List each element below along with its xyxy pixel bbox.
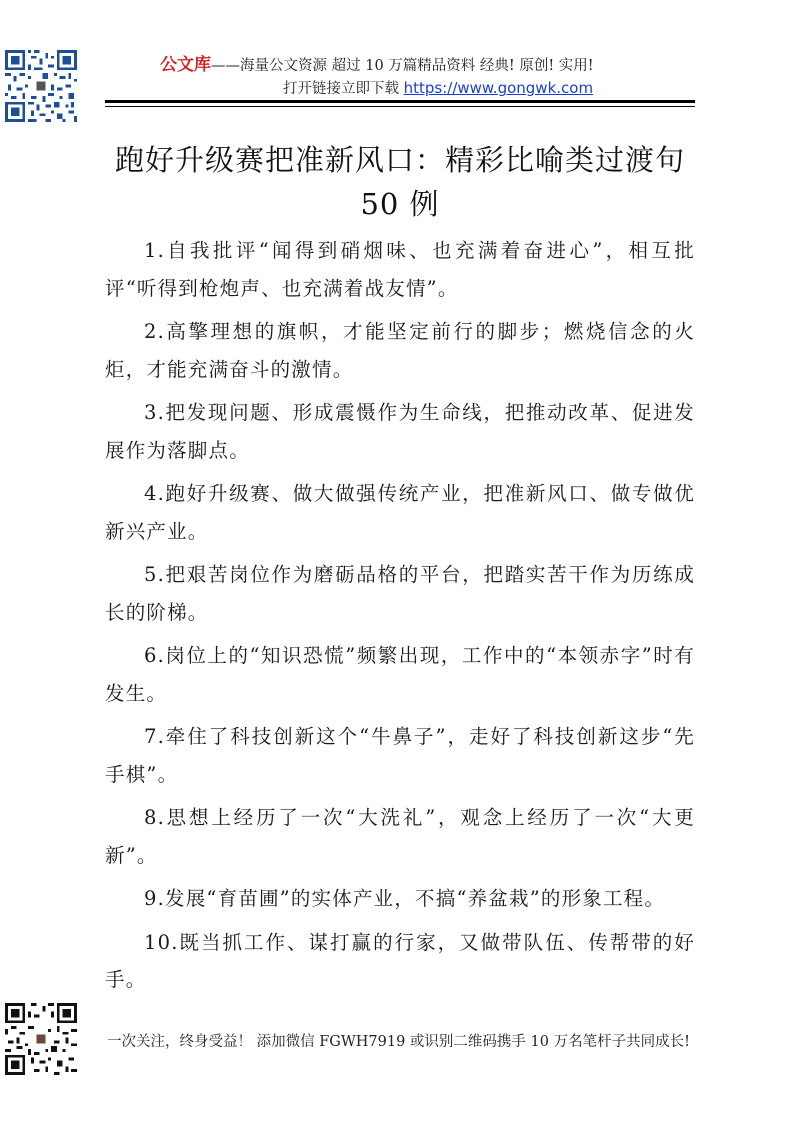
list-item: 10.既当抓工作、谋打赢的行家，又做带队伍、传帮带的好手。 [105,930,695,991]
list-item: 9.发展“育苗圃”的实体产业，不搞“养盆栽”的形象工程。 [144,887,666,910]
list-item: 8.思想上经历了一次“大洗礼”，观念上经历了一次“大更新”。 [105,806,695,867]
qr-code-bottom [5,1003,77,1075]
header-slogan-line [160,50,594,75]
list-item: 2.高擎理想的旗帜，才能坚定前行的脚步；燃烧信念的火炬，才能充满奋斗的激情。 [105,320,695,381]
list-item: 4.跑好升级赛、做大做强传统产业，把准新风口、做专做优新兴产业。 [105,482,695,543]
list-item: 5.把艰苦岗位作为磨砺品格的平台，把踏实苦干作为历练成长的阶梯。 [105,563,695,624]
list-item: 6.岗位上的“知识恐慌”频繁出现，工作中的“本领赤字”时有发生。 [105,644,695,705]
list-item: 1.自我批评“闻得到硝烟味、也充满着奋进心”，相互批评“听得到枪炮声、也充满着战友情”。 [105,239,695,300]
header-rule-thick [105,100,695,103]
sentence-list [105,232,695,1005]
header-download-line [283,77,593,98]
footer-note: 一次关注，终身受益！ 添加微信 FGWH7919 或识别二维码携手 10 万名笔杆子共同成长! [107,1034,690,1050]
header-slogan: ——海量公文资源 超过 10 万篇精品资料 经典! 原创! 实用! [211,58,594,74]
list-item: 3.把发现问题、形成震慑作为生命线，把推动改革、促进发展作为落脚点。 [105,401,695,462]
document-title: 跑好升级赛把准新风口：精彩比喻类过渡句50 例 [114,143,685,221]
website-link[interactable]: https://www.gongwk.com [403,79,594,97]
header-rule-thin [105,106,695,107]
brand-name: 公文库 [160,55,211,75]
list-item: 7.牵住了科技创新这个“牛鼻子”，走好了科技创新这步“先手棋”。 [105,725,695,786]
download-prompt: 打开链接立即下载 [283,81,404,97]
qr-code-top [5,50,77,122]
